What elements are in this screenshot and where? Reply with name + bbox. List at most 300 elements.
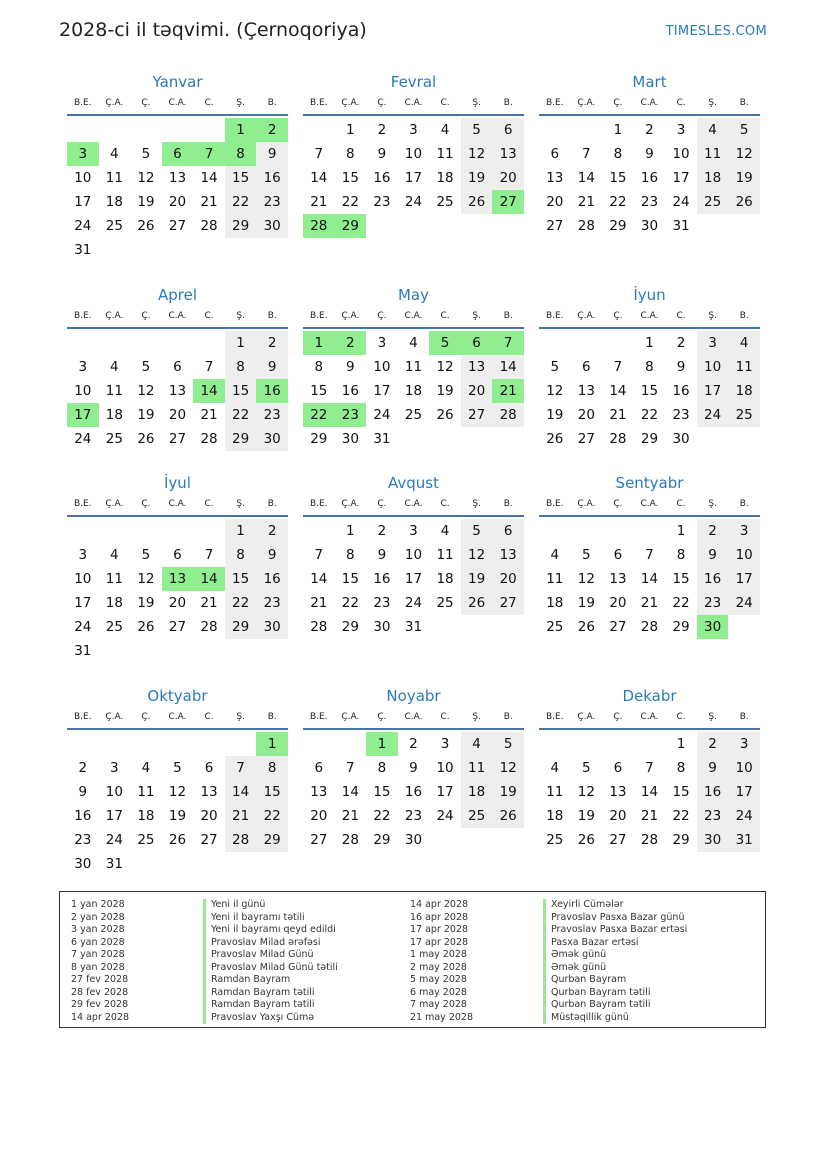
weekday-label: B.E. [545, 712, 564, 722]
legend-right-names [543, 899, 687, 1024]
day-cell: 16 [697, 567, 729, 591]
day-cell: 24 [728, 591, 760, 615]
day-cell: 3 [377, 335, 387, 351]
day-cell: 20 [492, 567, 524, 591]
weekday-label: Ş. [472, 311, 481, 321]
day-cell: 16 [404, 784, 423, 800]
day-cell: 19 [577, 808, 595, 824]
day-cell: 25 [436, 194, 454, 210]
empty-cell [130, 331, 162, 355]
weekday-header [67, 95, 288, 116]
legend-date: 2 may 2028 [410, 961, 467, 973]
page-title: 2028-ci il təqvimi. (Çernoqoriya) [59, 19, 367, 41]
day-cell: 6 [173, 359, 182, 375]
day-cell: 24 [105, 832, 123, 848]
day-cell: 22 [672, 595, 690, 611]
day-cell: 27 [546, 218, 564, 234]
day-cell: 18 [105, 407, 123, 423]
day-cell: 1 [676, 523, 686, 539]
day-cell: 7 [645, 547, 654, 563]
day-cell: 6 [314, 760, 324, 776]
empty-cell [539, 118, 571, 142]
day-cell: 4 [440, 122, 450, 138]
weekday-label: Ç. [141, 311, 151, 321]
day-cell: 14 [609, 383, 627, 399]
site-logo-link[interactable]: TIMESLES.COM [665, 24, 767, 39]
weekday-label: Ş. [472, 499, 481, 509]
day-cell: 29 [341, 619, 359, 635]
day-cell: 14 [640, 784, 659, 800]
day-grid [539, 519, 760, 639]
legend-holiday-name: Ramdan Bayram [203, 974, 338, 987]
day-cell: 19 [137, 194, 155, 210]
legend-date: 17 apr 2028 [410, 924, 469, 935]
day-cell: 9 [346, 359, 355, 375]
weekday-label: B. [267, 499, 277, 509]
empty-cell [539, 331, 571, 355]
day-cell: 23 [404, 808, 423, 824]
day-cell: 14 [193, 567, 225, 591]
day-cell: 1 [225, 519, 257, 543]
weekday-header [303, 709, 524, 730]
day-cell: 10 [105, 784, 123, 800]
day-cell: 1 [225, 118, 257, 142]
empty-cell [162, 639, 194, 663]
day-cell: 26 [168, 832, 187, 848]
empty-cell [193, 639, 225, 663]
day-cell: 25 [436, 595, 454, 611]
weekday-label: B. [739, 499, 749, 509]
day-cell: 17 [74, 595, 92, 611]
day-cell: 21 [310, 595, 328, 611]
month-name: Oktyabr [147, 687, 208, 705]
day-cell: 28 [200, 431, 218, 447]
day-cell: 27 [577, 431, 595, 447]
day-cell: 31 [404, 619, 423, 635]
day-cell: 4 [728, 331, 760, 355]
day-cell: 18 [404, 383, 423, 399]
day-cell: 20 [168, 407, 187, 423]
day-cell: 25 [546, 832, 564, 848]
empty-cell [728, 427, 760, 451]
weekday-label: Ç. [377, 499, 387, 509]
weekday-label: Ç.A. [577, 499, 596, 509]
weekday-label: Ç.A. [341, 712, 360, 722]
day-cell: 29 [672, 832, 690, 848]
day-cell: 16 [640, 170, 659, 186]
empty-cell [571, 331, 603, 355]
day-cell: 16 [341, 383, 359, 399]
month-block [303, 473, 524, 639]
day-cell: 25 [105, 431, 123, 447]
day-cell: 30 [697, 828, 729, 852]
legend-holiday-name: Yeni il bayramı tətili [203, 912, 338, 925]
empty-cell [99, 118, 131, 142]
day-cell: 7 [346, 760, 355, 776]
day-cell: 14 [640, 571, 659, 587]
day-cell: 12 [728, 142, 760, 166]
day-cell: 2 [377, 523, 387, 539]
legend-holiday-name: Əmək günü [543, 949, 687, 962]
legend-date: 27 fev 2028 [71, 974, 129, 985]
legend-holiday-name: Xeyirli Cümələr [543, 899, 687, 912]
day-cell: 31 [74, 643, 92, 659]
day-grid [67, 732, 288, 876]
day-grid [303, 519, 524, 639]
day-cell: 1 [225, 331, 257, 355]
day-cell: 12 [137, 571, 155, 587]
day-cell: 28 [609, 431, 627, 447]
day-cell: 1 [303, 331, 335, 355]
day-cell: 6 [492, 519, 524, 543]
empty-cell [225, 852, 257, 876]
empty-cell [697, 427, 729, 451]
day-cell: 25 [697, 190, 729, 214]
day-cell: 5 [429, 331, 461, 355]
day-cell: 29 [640, 431, 659, 447]
day-cell: 15 [341, 571, 359, 587]
day-cell: 24 [436, 808, 454, 824]
day-cell: 3 [409, 523, 418, 539]
weekday-header [67, 308, 288, 329]
empty-cell [162, 852, 194, 876]
day-cell: 4 [110, 547, 119, 563]
day-cell: 4 [110, 359, 119, 375]
weekday-label: B. [739, 311, 749, 321]
legend-date: 1 may 2028 [410, 949, 467, 960]
weekday-label: C.A. [168, 499, 187, 509]
empty-cell [335, 732, 367, 756]
empty-cell [130, 732, 162, 756]
day-cell: 11 [461, 756, 493, 780]
legend-date: 14 apr 2028 [71, 1011, 130, 1023]
legend-date: 16 apr 2028 [410, 911, 469, 923]
weekday-label: B.E. [73, 98, 92, 108]
day-cell: 23 [697, 591, 729, 615]
weekday-label: Ç.A. [105, 499, 124, 509]
empty-cell [634, 732, 666, 756]
day-cell: 29 [335, 214, 367, 238]
day-cell: 5 [582, 547, 591, 563]
day-cell: 5 [461, 118, 493, 142]
day-cell: 3 [67, 142, 99, 166]
legend-date: 6 yan 2028 [71, 936, 125, 948]
weekday-label: Ç.A. [341, 98, 360, 108]
day-cell: 9 [377, 547, 387, 563]
empty-cell [429, 214, 461, 238]
day-cell: 12 [168, 784, 187, 800]
day-cell: 22 [225, 190, 257, 214]
day-grid [67, 118, 288, 262]
weekday-header [539, 496, 760, 517]
day-cell: 15 [341, 170, 359, 186]
day-cell: 18 [697, 166, 729, 190]
empty-cell [634, 519, 666, 543]
day-cell: 2 [377, 122, 387, 138]
weekday-label: C. [204, 311, 214, 321]
legend-date: 7 yan 2028 [71, 949, 125, 960]
day-cell: 2 [645, 122, 654, 138]
day-cell: 21 [640, 808, 659, 824]
day-cell: 1 [676, 736, 686, 752]
weekday-label: Ç.A. [577, 712, 596, 722]
weekday-label: C. [676, 499, 686, 509]
day-cell: 27 [168, 218, 187, 234]
empty-cell [67, 732, 99, 756]
weekday-label: Ş. [236, 98, 245, 108]
day-cell: 24 [672, 194, 690, 210]
day-cell: 16 [373, 571, 391, 587]
weekday-label: C.A. [404, 499, 423, 509]
day-cell: 26 [728, 190, 760, 214]
day-cell: 3 [409, 122, 418, 138]
day-cell: 23 [256, 591, 288, 615]
day-cell: 28 [225, 828, 257, 852]
day-cell: 20 [168, 595, 187, 611]
day-cell: 13 [200, 784, 218, 800]
weekday-label: Ç.A. [105, 311, 124, 321]
day-cell: 7 [492, 331, 524, 355]
weekday-label: B.E. [545, 311, 564, 321]
day-cell: 4 [550, 760, 560, 776]
day-cell: 18 [461, 780, 493, 804]
legend-holiday-name: Müstəqillik günü [543, 1012, 687, 1025]
day-cell: 2 [697, 732, 729, 756]
day-cell: 31 [728, 828, 760, 852]
day-cell: 12 [577, 571, 595, 587]
day-cell: 30 [74, 856, 92, 872]
day-cell: 20 [546, 194, 564, 210]
legend-holiday-name: Qurban Bayram tətili [543, 999, 687, 1012]
legend-holiday-name: Pravoslav Yaxşı Cümə [203, 1012, 338, 1025]
day-cell: 30 [640, 218, 659, 234]
day-cell: 13 [577, 383, 595, 399]
day-cell: 4 [697, 118, 729, 142]
day-cell: 31 [105, 856, 123, 872]
day-cell: 27 [492, 190, 524, 214]
day-cell: 26 [461, 190, 493, 214]
day-cell: 15 [373, 784, 391, 800]
day-cell: 11 [105, 571, 123, 587]
empty-cell [429, 828, 461, 852]
weekday-label: B. [503, 311, 513, 321]
weekday-label: B.E. [73, 712, 92, 722]
day-cell: 21 [200, 407, 218, 423]
month-name: Sentyabr [615, 474, 684, 492]
day-cell: 22 [225, 403, 257, 427]
day-cell: 14 [577, 170, 595, 186]
day-cell: 25 [404, 407, 423, 423]
weekday-label: C.A. [404, 98, 423, 108]
day-cell: 1 [346, 523, 355, 539]
day-cell: 9 [78, 784, 88, 800]
day-cell: 6 [582, 359, 591, 375]
month-block [67, 72, 288, 262]
month-name: Noyabr [386, 687, 441, 705]
day-cell: 20 [492, 166, 524, 190]
empty-cell [398, 427, 430, 451]
day-cell: 10 [404, 547, 423, 563]
day-cell: 29 [225, 214, 257, 238]
day-cell: 8 [676, 547, 686, 563]
weekday-label: B.E. [309, 311, 328, 321]
empty-cell [162, 238, 194, 262]
day-cell: 1 [256, 732, 288, 756]
day-cell: 13 [168, 383, 187, 399]
day-cell: 19 [436, 383, 454, 399]
day-cell: 11 [697, 142, 729, 166]
day-cell: 21 [200, 595, 218, 611]
day-cell: 27 [609, 619, 627, 635]
weekday-label: Ç. [613, 98, 623, 108]
weekday-label: C.A. [640, 98, 659, 108]
empty-cell [193, 732, 225, 756]
day-cell: 3 [78, 547, 88, 563]
day-cell: 29 [672, 619, 690, 635]
day-cell: 19 [137, 595, 155, 611]
day-cell: 30 [697, 615, 729, 639]
empty-cell [99, 331, 131, 355]
empty-cell [256, 852, 288, 876]
empty-cell [99, 238, 131, 262]
day-cell: 29 [225, 615, 257, 639]
day-cell: 17 [672, 170, 690, 186]
month-block [539, 686, 760, 852]
day-cell: 7 [204, 359, 214, 375]
day-cell: 14 [310, 571, 328, 587]
day-cell: 4 [110, 146, 119, 162]
day-cell: 26 [577, 832, 595, 848]
day-cell: 14 [310, 170, 328, 186]
day-cell: 25 [546, 619, 564, 635]
day-cell: 24 [74, 218, 92, 234]
empty-cell [99, 519, 131, 543]
empty-cell [492, 615, 524, 639]
weekday-label: Ç.A. [105, 712, 124, 722]
day-cell: 6 [173, 547, 182, 563]
day-cell: 2 [78, 760, 88, 776]
weekday-label: C.A. [404, 712, 423, 722]
month-block [303, 285, 524, 451]
day-cell: 10 [404, 146, 423, 162]
day-cell: 7 [314, 146, 324, 162]
weekday-label: B.E. [309, 712, 328, 722]
day-cell: 18 [546, 808, 564, 824]
day-cell: 27 [492, 591, 524, 615]
month-block [303, 72, 524, 238]
day-cell: 26 [546, 431, 564, 447]
day-cell: 22 [609, 194, 627, 210]
day-cell: 19 [492, 780, 524, 804]
day-cell: 17 [728, 567, 760, 591]
weekday-label: B.E. [545, 499, 564, 509]
day-cell: 31 [74, 242, 92, 258]
day-cell: 13 [168, 170, 187, 186]
day-cell: 15 [225, 567, 257, 591]
day-cell: 25 [105, 218, 123, 234]
day-cell: 12 [546, 383, 564, 399]
day-cell: 8 [645, 359, 654, 375]
day-cell: 11 [404, 359, 423, 375]
day-cell: 28 [341, 832, 359, 848]
day-cell: 16 [672, 383, 690, 399]
day-cell: 8 [346, 146, 355, 162]
day-cell: 7 [613, 359, 623, 375]
legend-date: 2 yan 2028 [71, 911, 125, 923]
day-cell: 19 [461, 567, 493, 591]
day-cell: 15 [672, 784, 690, 800]
day-cell: 28 [492, 403, 524, 427]
legend-holiday-name: Əmək günü [543, 962, 687, 975]
day-cell: 13 [609, 784, 627, 800]
legend-holiday-name: Pasxa Bazar ertəsi [543, 937, 687, 950]
weekday-label: Ç.A. [341, 499, 360, 509]
weekday-label: Ş. [708, 712, 717, 722]
day-cell: 11 [436, 146, 454, 162]
day-cell: 21 [310, 194, 328, 210]
weekday-label: B. [267, 98, 277, 108]
legend-holiday-name: Ramdan Bayram tətili [203, 999, 338, 1012]
empty-cell [162, 732, 194, 756]
month-name: Dekabr [622, 687, 677, 705]
month-block [539, 473, 760, 639]
weekday-label: Ş. [472, 712, 481, 722]
day-cell: 9 [256, 355, 288, 379]
day-cell: 17 [697, 379, 729, 403]
weekday-label: Ç. [377, 311, 387, 321]
day-cell: 22 [303, 403, 335, 427]
day-cell: 29 [609, 218, 627, 234]
month-name: May [397, 286, 429, 304]
day-cell: 4 [550, 547, 560, 563]
day-cell: 10 [74, 571, 92, 587]
day-cell: 3 [78, 359, 88, 375]
day-cell: 7 [645, 760, 654, 776]
weekday-label: C.A. [640, 712, 659, 722]
day-grid [539, 331, 760, 451]
empty-cell [130, 238, 162, 262]
empty-cell [539, 519, 571, 543]
month-name: Yanvar [152, 73, 203, 91]
day-cell: 16 [373, 170, 391, 186]
day-cell: 30 [256, 615, 288, 639]
weekday-header [303, 496, 524, 517]
weekday-header [539, 95, 760, 116]
legend-date: 7 may 2028 [410, 999, 467, 1010]
empty-cell [130, 639, 162, 663]
weekday-label: C. [676, 98, 686, 108]
day-cell: 8 [256, 756, 288, 780]
month-name: Avqust [388, 474, 439, 492]
weekday-header [539, 709, 760, 730]
day-cell: 24 [728, 804, 760, 828]
day-cell: 24 [74, 619, 92, 635]
weekday-label: B. [739, 98, 749, 108]
empty-cell [571, 118, 603, 142]
day-cell: 8 [225, 142, 257, 166]
day-cell: 27 [609, 832, 627, 848]
day-cell: 31 [373, 431, 391, 447]
day-cell: 16 [256, 166, 288, 190]
legend-date: 14 apr 2028 [410, 899, 469, 910]
empty-cell [697, 214, 729, 238]
day-cell: 15 [225, 379, 257, 403]
day-cell: 29 [310, 431, 328, 447]
legend-holiday-name: Yeni il günü [203, 899, 338, 912]
day-cell: 26 [137, 431, 155, 447]
day-cell: 25 [137, 832, 155, 848]
weekday-label: Ç.A. [341, 311, 360, 321]
